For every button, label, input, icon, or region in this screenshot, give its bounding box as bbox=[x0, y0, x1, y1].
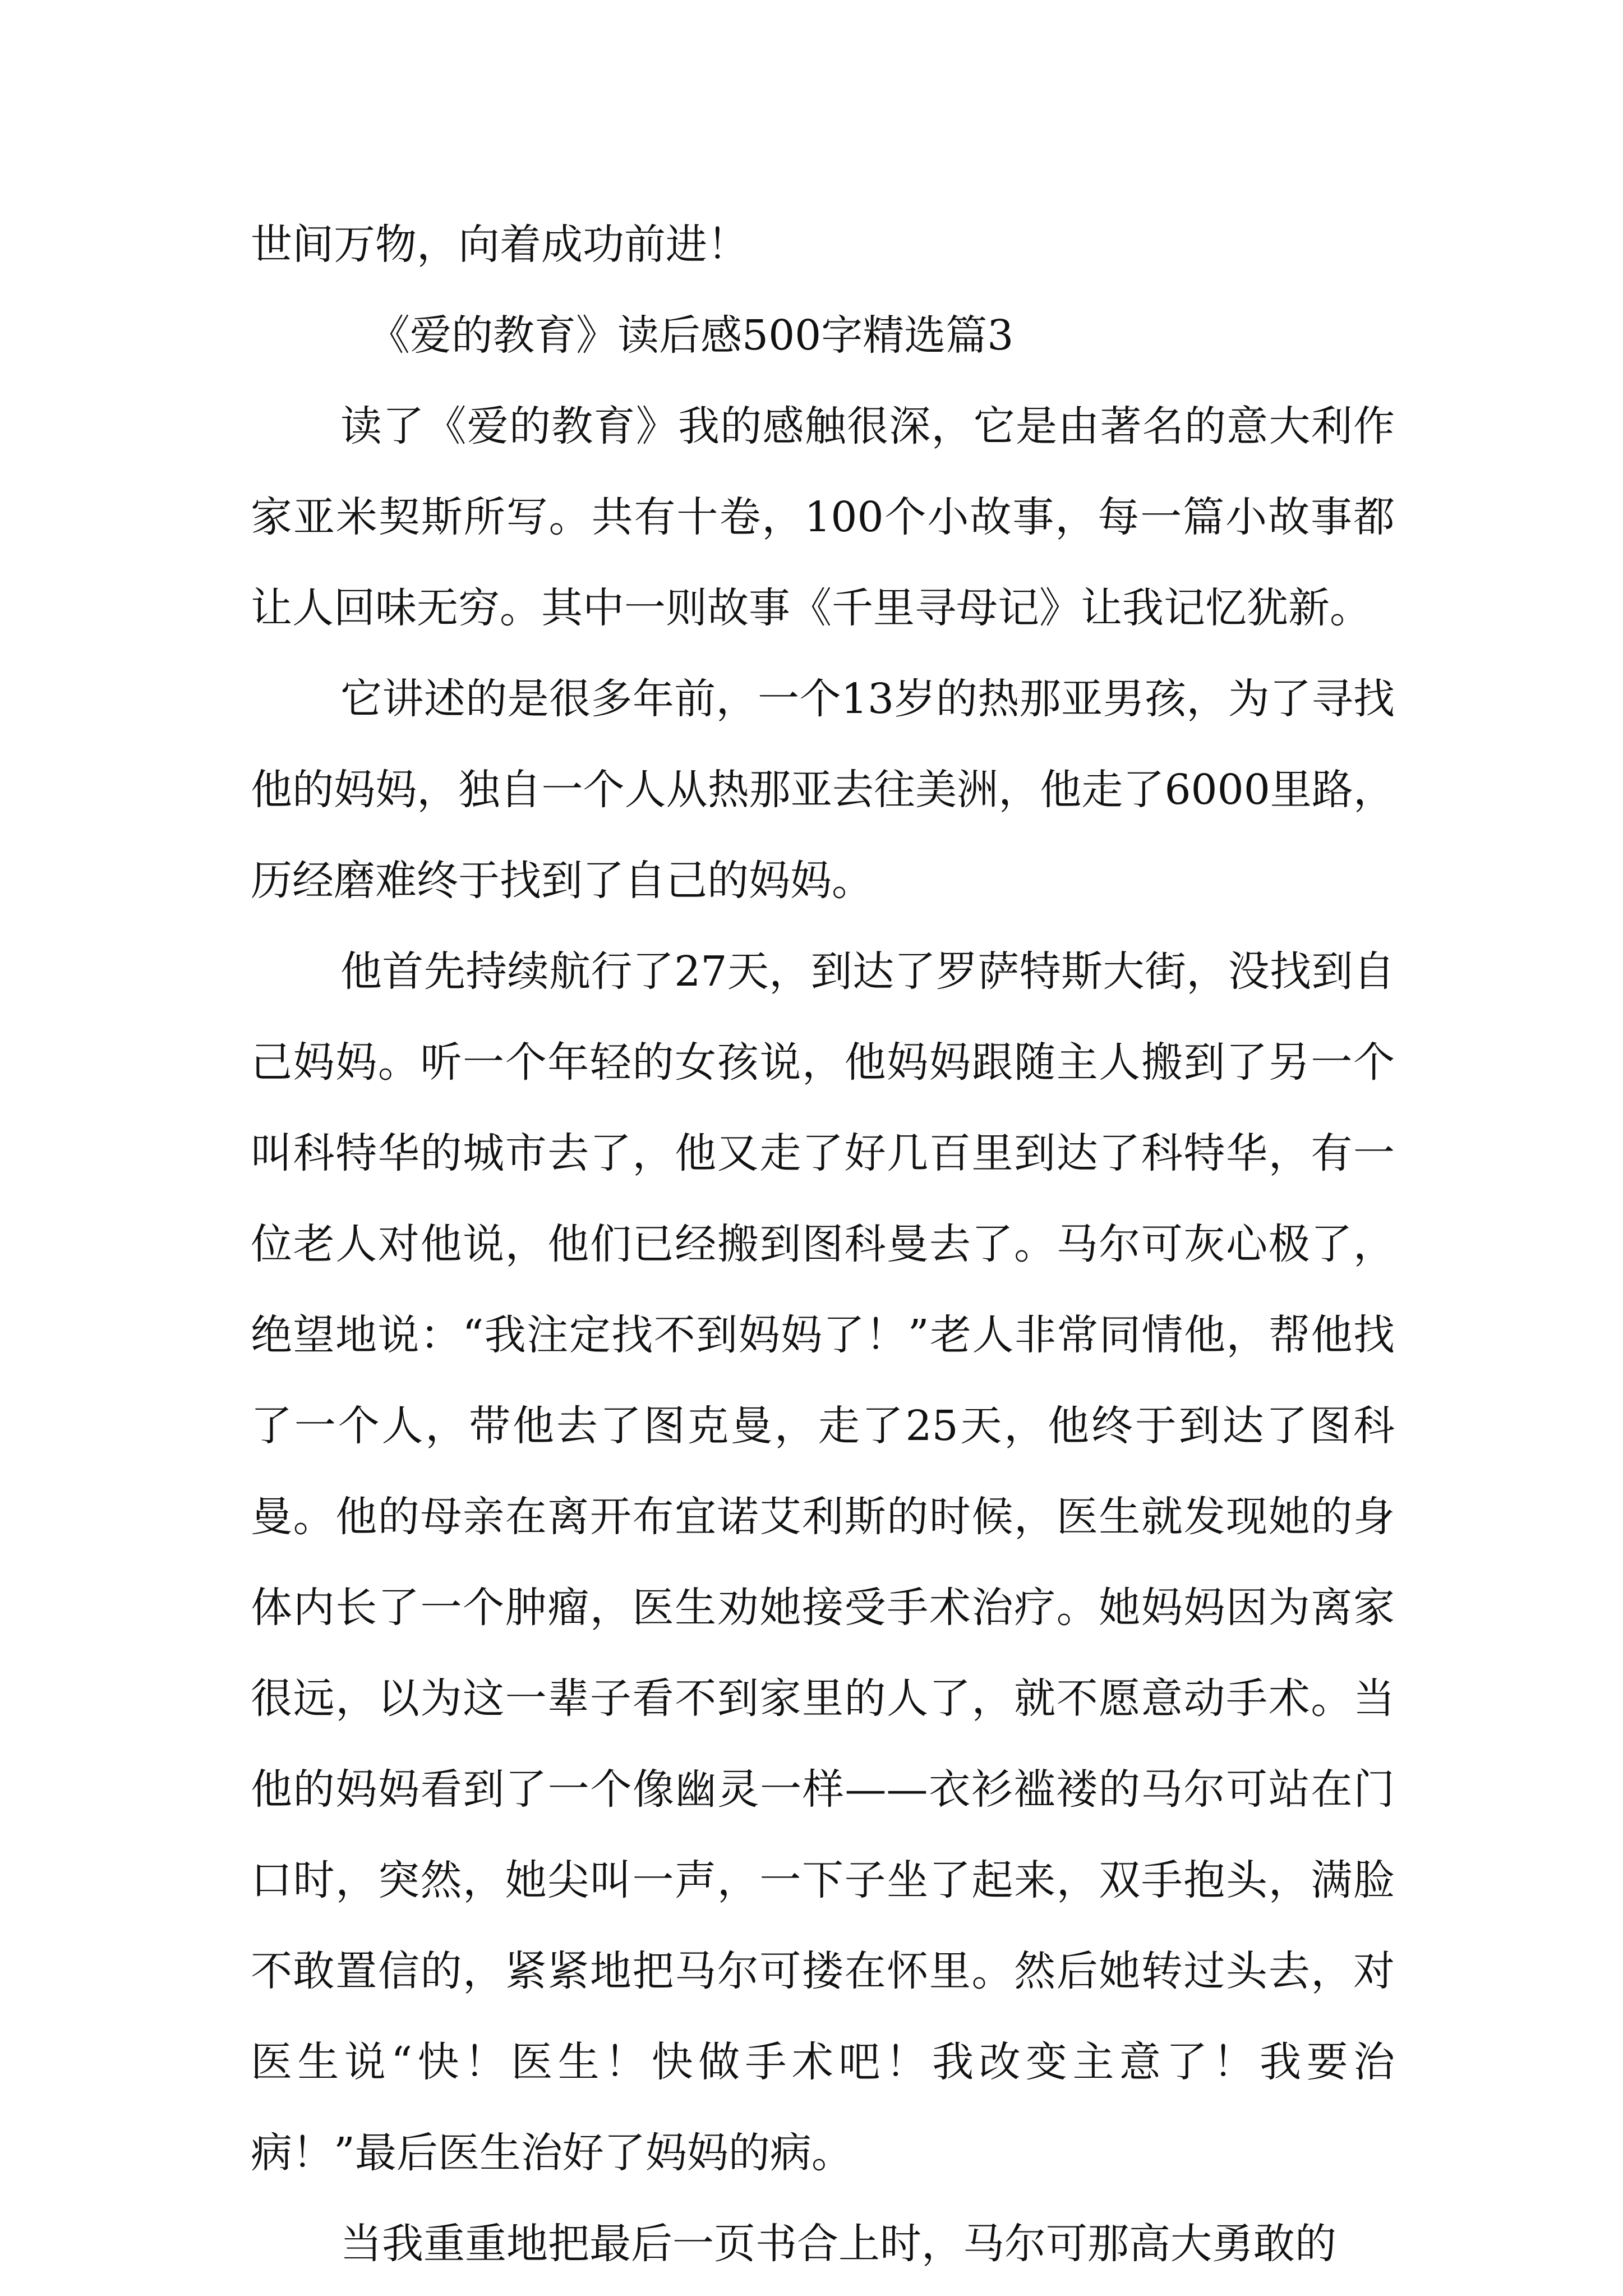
paragraph-reflection: 当我重重地把最后一页书合上时，马尔可那高大勇敢的 bbox=[340, 2220, 1336, 2268]
paragraph-story-summary: 它讲述的是很多年前，一个13岁的热那亚男孩，为了寻找他的妈妈，独自一个人从热那亚去往美洲，他走了6000里路，历经磨难终于找到了自己的妈妈。 bbox=[251, 675, 1395, 905]
section-heading: 《爱的教育》读后感500字精选篇3 bbox=[368, 311, 1014, 360]
paragraph-intro: 读了《爱的教育》我的感触很深，它是由著名的意大利作家亚米契斯所写。共有十卷，100个小故事，每一篇小故事都让人回味无穷。其中一则故事《千里寻母记》让我记忆犹新。 bbox=[251, 402, 1395, 632]
paragraph-continuation: 世间万物，向着成功前进！ bbox=[251, 220, 749, 269]
paragraph-story-detail: 他首先持续航行了27天，到达了罗萨特斯大街，没找到自己妈妈。听一个年轻的女孩说，他妈妈跟随主人搬到了另一个叫科特华的城市去了，他又走了好几百里到达了科特华，有一位老人对他说，他们已经搬到图科曼去了。马尔可灰心极了，绝望地说：“我注定找不到妈妈了！”老人非常同情他，帮他找了一个人，带他去了图克曼，走了25天，他终于到达了图科曼。他的母亲在离开布宜诺艾利斯的时候，医生就发现她的身体内长了一个肿瘤，医生劝她接受手术治疗。她妈妈因为离家很远，以为这一辈子看不到家里的人了，就不愿意动手术。当他的妈妈看到了一个像幽灵一样——衣衫褴褛的马尔可站在门口时，突然，她尖叫一声，一下子坐了起来，双手抱头，满脸不敢置信的，紧紧地把马尔可搂在怀里。然后她转过头去，对医生说“快！医生！快做手术吧！我改变主意了！我要治病！”最后医生治好了妈妈的病。 bbox=[251, 947, 1395, 2177]
document-body bbox=[251, 199, 1395, 2289]
